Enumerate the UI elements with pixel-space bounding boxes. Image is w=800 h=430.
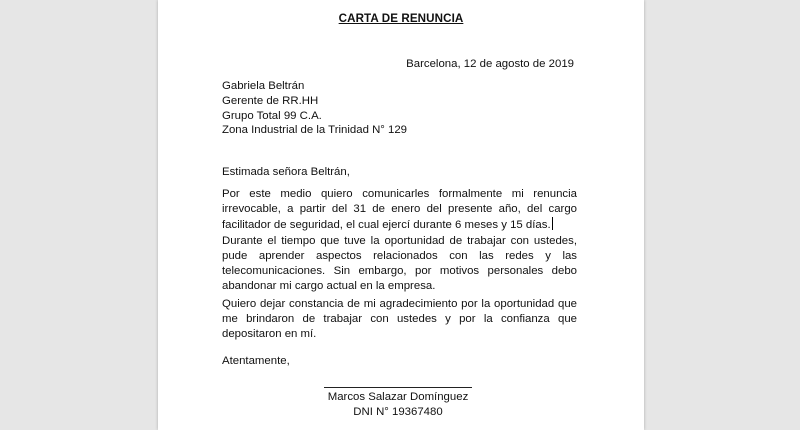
recipient-position: Gerente de RR.HH (222, 95, 319, 107)
signer-name: Marcos Salazar Domínguez (327, 391, 469, 403)
recipient-block (222, 79, 577, 124)
greeting: Estimada señora Beltrán, (222, 166, 350, 178)
recipient-address: Zona Industrial de la Trinidad N° 129 (222, 124, 408, 136)
paragraph-3: Quiero dejar constancia de mi agradecimiento por la oportunidad que me brindaron de trabajar con ustedes y por la confianza que depositaron en mí. (222, 298, 577, 340)
text-cursor (552, 217, 553, 230)
place-date: Barcelona, 12 de agosto de 2019 (406, 58, 574, 70)
closing: Atentamente, (222, 355, 290, 367)
recipient-name: Gabriela Beltrán (222, 80, 305, 92)
paragraph-1 (222, 187, 577, 233)
signer-id: DNI N° 19367480 (353, 406, 443, 418)
paragraph-2: Durante el tiempo que tuve la oportunidad de trabajar con ustedes, pude aprender aspectos relacionados con las redes y las telecomunicaciones. Sin embargo, por motivos personales debo abandonar mi cargo actual en la empresa. (222, 235, 577, 292)
signature-block (324, 387, 472, 420)
document-title: CARTA DE RENUNCIA (338, 12, 464, 25)
recipient-company: Grupo Total 99 C.A. (222, 110, 322, 122)
document-page[interactable] (158, 0, 644, 430)
paragraph-1-text: Por este medio quiero comunicarles formalmente mi renuncia irrevocable, a partir del 31 de enero del presente año, del cargo facilitador de seguridad, el cual ejercí durante 6 meses y 15 días. (222, 188, 577, 231)
